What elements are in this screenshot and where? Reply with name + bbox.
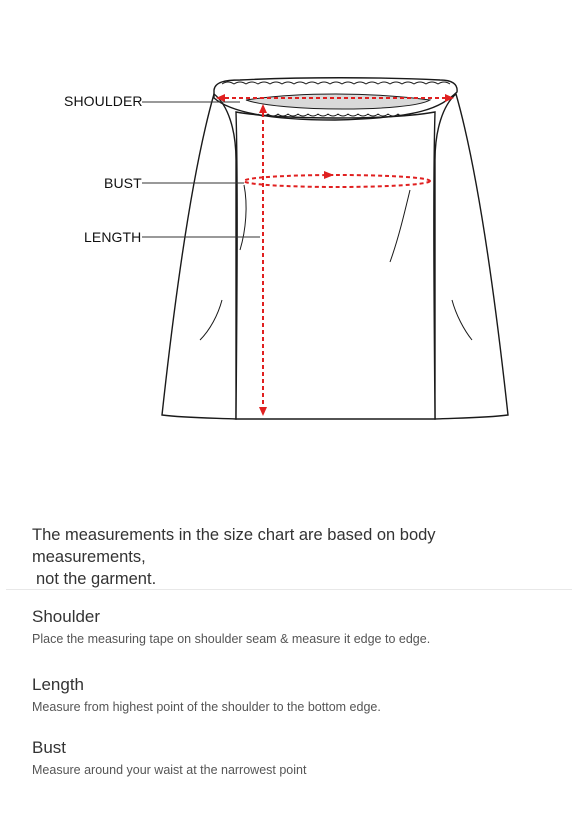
guide-description: Place the measuring tape on shoulder seam & measure it edge to edge. bbox=[32, 632, 431, 646]
guide-item-shoulder bbox=[32, 606, 430, 648]
guide-item-length bbox=[32, 674, 381, 716]
shoulder-label: SHOULDER bbox=[64, 93, 143, 109]
note-line-1: The measurements in the size chart are based on body measurements, bbox=[32, 526, 436, 566]
length-arrow-top bbox=[259, 104, 267, 113]
guide-title: Length bbox=[32, 675, 84, 694]
length-label: LENGTH bbox=[84, 229, 142, 245]
guide-description: Measure from highest point of the shoulder to the bottom edge. bbox=[32, 700, 381, 714]
divider bbox=[6, 589, 572, 590]
guide-title: Bust bbox=[32, 738, 67, 757]
guide-item-bust bbox=[32, 737, 306, 779]
guide-description: Measure around your waist at the narrowest point bbox=[32, 763, 307, 777]
garment-body bbox=[236, 112, 435, 419]
right-sleeve bbox=[435, 94, 508, 419]
neckline-inner bbox=[246, 94, 430, 109]
guide-title: Shoulder bbox=[32, 607, 101, 626]
size-chart-note bbox=[32, 524, 552, 590]
left-sleeve bbox=[162, 94, 236, 419]
bust-label: BUST bbox=[104, 175, 142, 191]
note-line-2: not the garment. bbox=[36, 570, 157, 588]
